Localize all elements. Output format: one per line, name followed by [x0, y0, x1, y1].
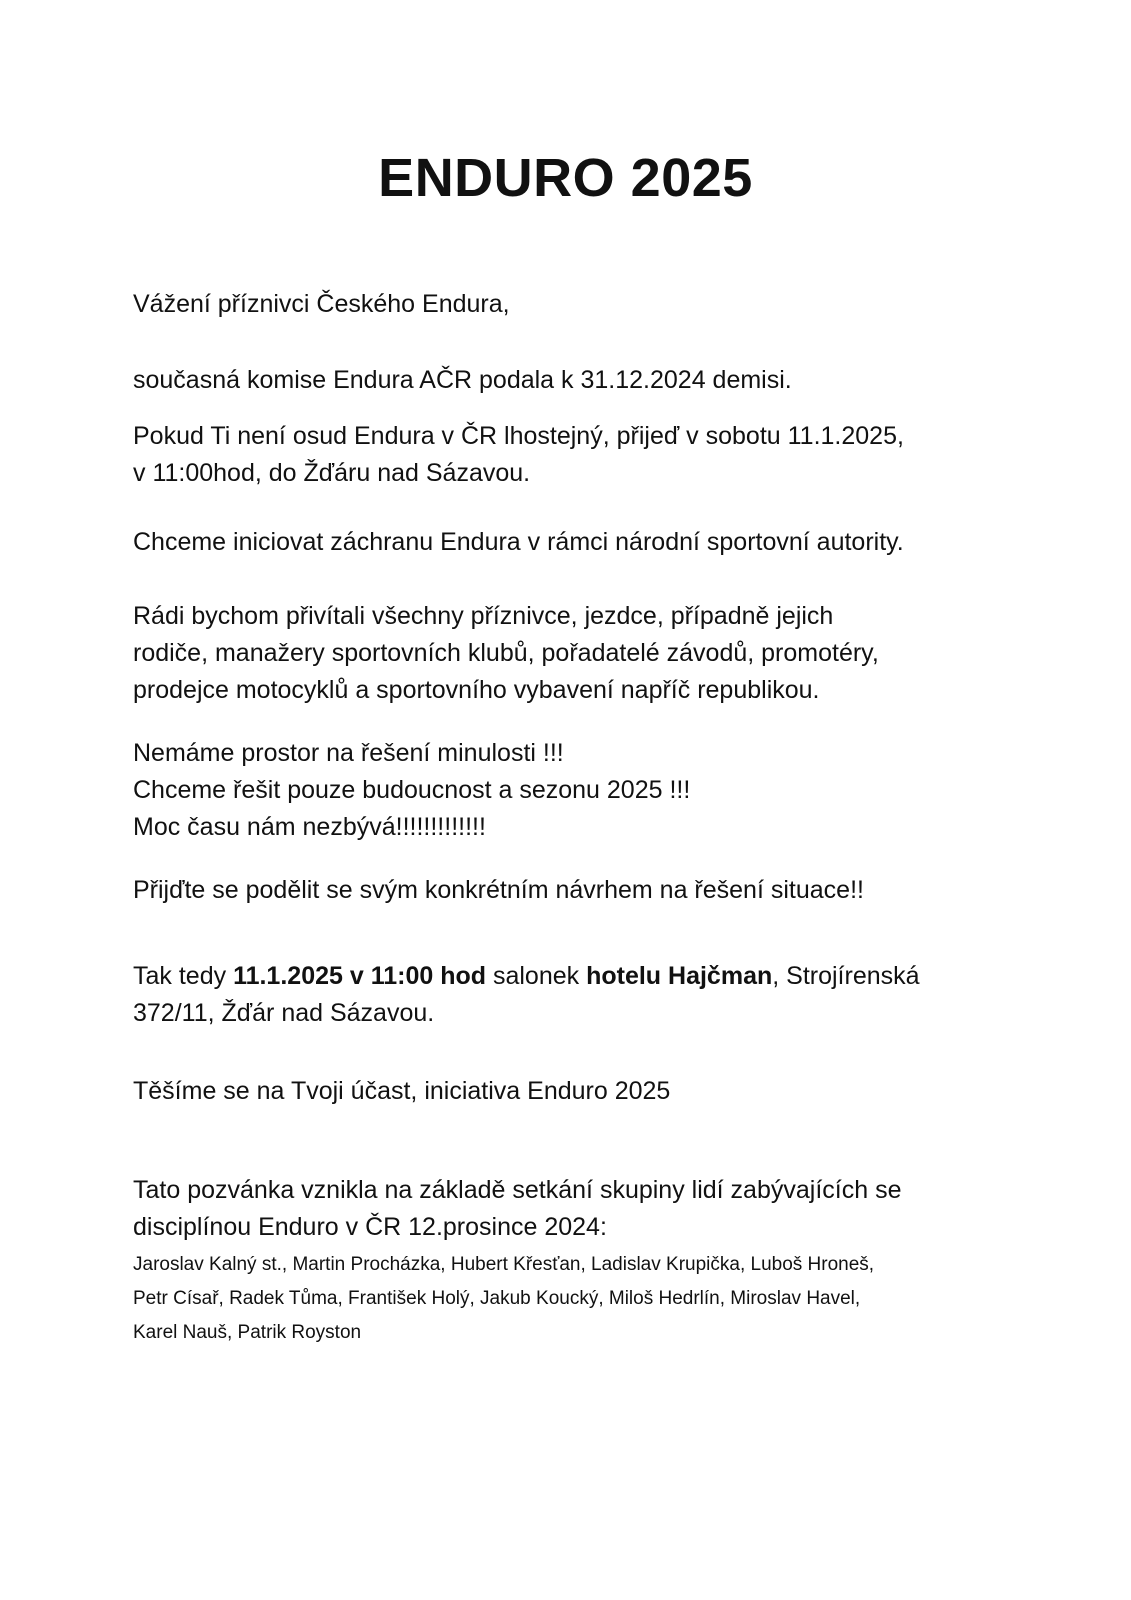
- paragraph-share: Přijďte se podělit se svým konkrétním návrhem na řešení situace!!: [133, 876, 864, 904]
- paragraph-line: prodejce motocyklů a sportovního vybavení napříč republikou.: [133, 676, 820, 704]
- paragraph-meeting-details: [133, 958, 1013, 1032]
- participant-names: [133, 1248, 1013, 1350]
- meeting-datetime: 11.1.2025 v 11:00 hod: [233, 962, 487, 990]
- names-line: Petr Císař, Radek Tůma, František Holý, Jakub Koucký, Miloš Hedrlín, Miroslav Havel,: [133, 1288, 861, 1309]
- names-line: Karel Nauš, Patrik Royston: [133, 1322, 362, 1343]
- paragraph-line: v 11:00hod, do Žďáru nad Sázavou.: [133, 459, 531, 487]
- paragraph-future: [133, 735, 1013, 846]
- paragraph-origin: [133, 1172, 1013, 1246]
- paragraph-line: Pokud Ti není osud Endura v ČR lhostejný, přijeď v sobotu 11.1.2025,: [133, 422, 904, 450]
- paragraph-goal: Chceme iniciovat záchranu Endura v rámci národní sportovní autority.: [133, 528, 904, 556]
- names-line: Jaroslav Kalný st., Martin Procházka, Hubert Křesťan, Ladislav Krupička, Luboš Hroneš,: [133, 1254, 875, 1275]
- paragraph-invitation: [133, 418, 1013, 492]
- paragraph-line: Tato pozvánka vznikla na základě setkání skupiny lidí zabývajících se: [133, 1176, 902, 1204]
- meeting-prefix: Tak tedy: [133, 962, 234, 990]
- paragraph-line: Chceme řešit pouze budoucnost a sezonu 2025 !!!: [133, 776, 691, 804]
- meeting-line: [133, 958, 1013, 995]
- paragraph-resignation: současná komise Endura AČR podala k 31.12.2024 demisi.: [133, 366, 792, 394]
- paragraph-welcome: [133, 598, 1013, 709]
- meeting-venue: hotelu Hajčman: [586, 962, 773, 990]
- meeting-middle: salonek: [486, 962, 587, 990]
- meeting-suffix: , Strojírenská: [772, 962, 920, 990]
- paragraph-line: rodiče, manažery sportovních klubů, pořadatelé závodů, promotéry,: [133, 639, 879, 667]
- paragraph-line: Rádi bychom přivítali všechny příznivce, jezdce, případně jejich: [133, 602, 834, 630]
- paragraph-line: Nemáme prostor na řešení minulosti !!!: [133, 739, 564, 767]
- greeting: Vážení příznivci Českého Endura,: [133, 290, 510, 318]
- paragraph-closing: Těšíme se na Tvoji účast, iniciativa Enduro 2025: [133, 1077, 671, 1105]
- meeting-address: 372/11, Žďár nad Sázavou.: [133, 999, 435, 1027]
- paragraph-line: disciplínou Enduro v ČR 12.prosince 2024:: [133, 1213, 607, 1241]
- page-title: ENDURO 2025: [378, 148, 753, 208]
- paragraph-line: Moc času nám nezbývá!!!!!!!!!!!!!: [133, 813, 486, 841]
